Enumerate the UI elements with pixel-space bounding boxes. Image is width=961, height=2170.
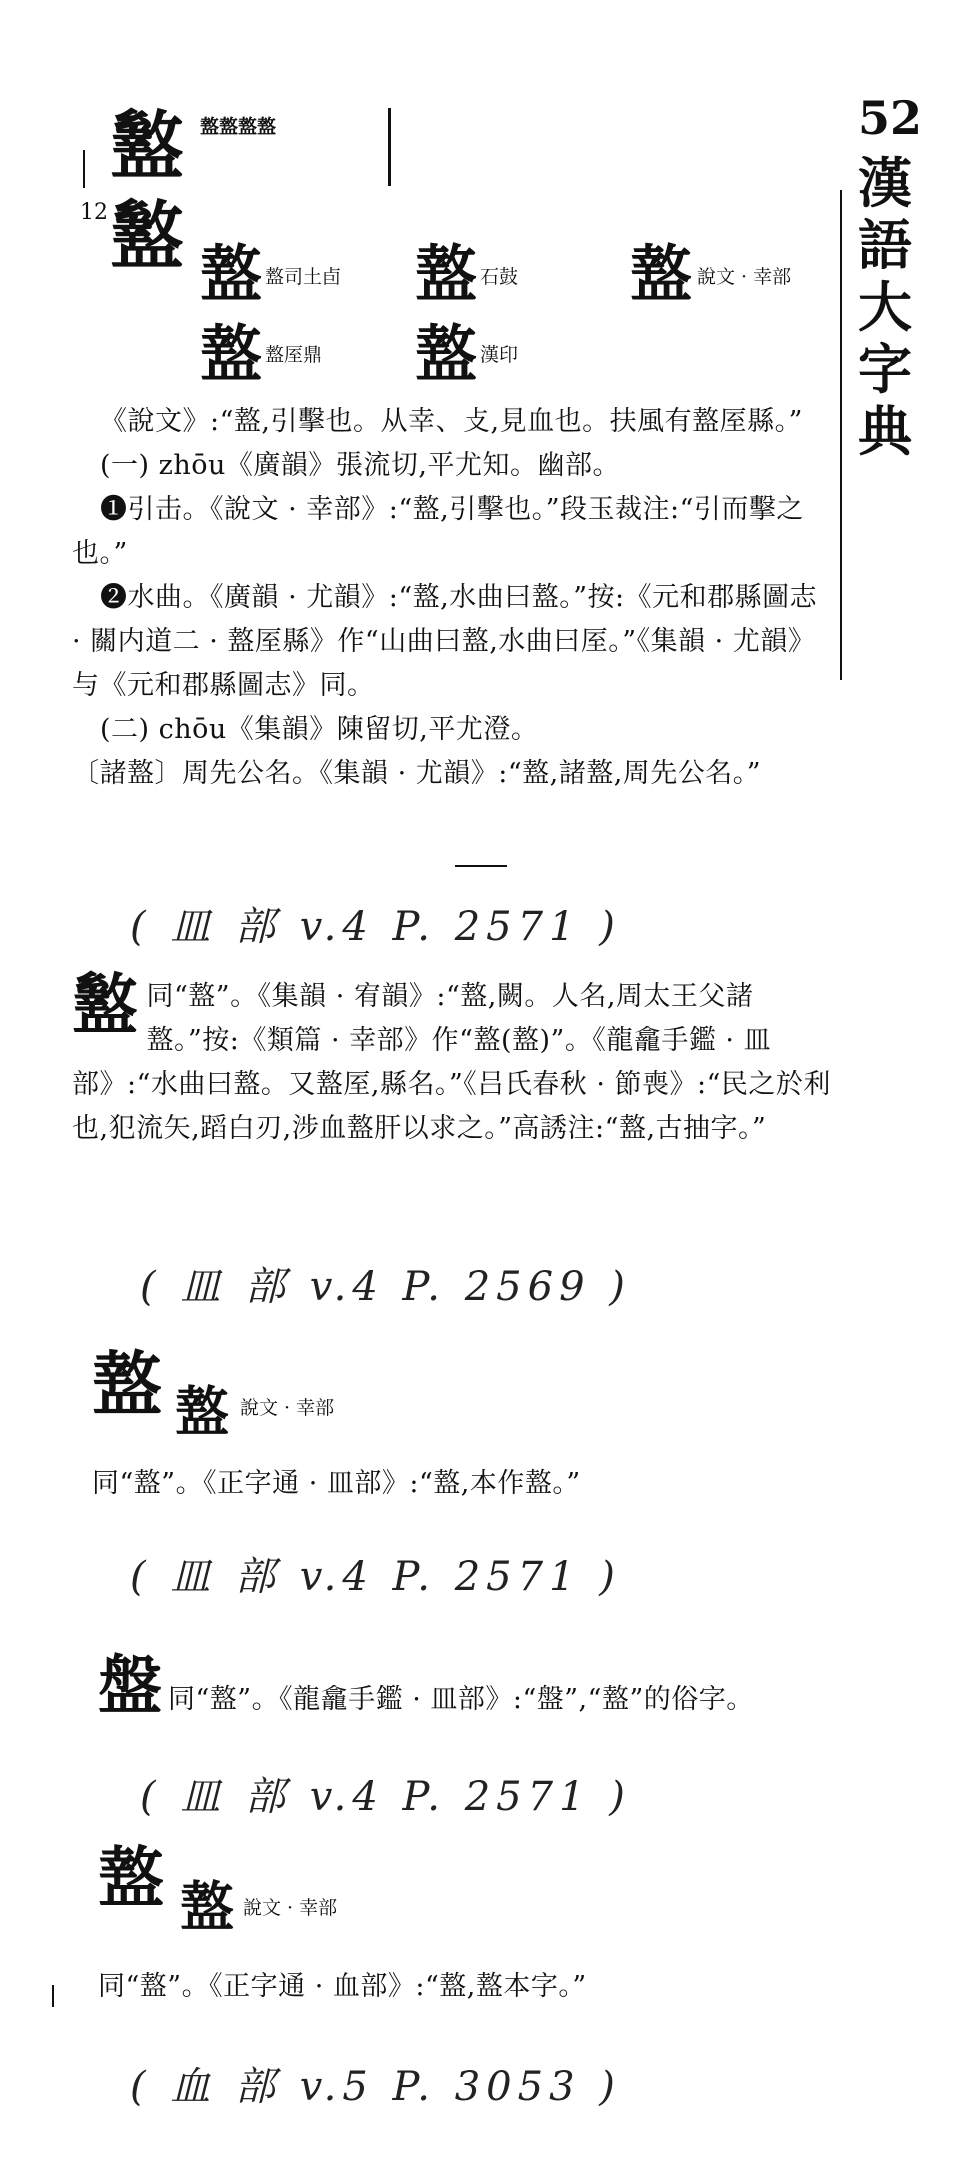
entry4-text: 同“盩”。《龍龕手鑑 · 皿部》:“盤”,“盩”的俗字。 (168, 1684, 754, 1715)
entry4-head-char: 盤 (98, 1649, 162, 1724)
entry5-handwritten-note: ( 血 部 v.5 P. 3053 ) (130, 2064, 621, 2110)
title-char: 典 (858, 399, 912, 463)
entry1-paragraph: ❶引击。《說文 · 幸部》:“盩,引擊也。”段玉裁注:“引而擊之也。” (72, 494, 804, 569)
entry2-block (72, 966, 832, 1151)
seal-form-label: 說文 · 幸部 (697, 266, 792, 288)
seal-form-label: 漢印 (480, 344, 519, 366)
seal-form-glyph: 盩 (415, 238, 478, 311)
entry2-handwritten-note: ( 皿 部 v.4 P. 2569 ) (140, 1264, 631, 1310)
entry-end-rule (455, 865, 507, 867)
title-char: 大 (858, 275, 912, 339)
left-margin-mark (52, 1985, 54, 2007)
entry5-seal-glyph: 盩 (180, 1875, 234, 1939)
entry1-head-char: 盭 (110, 104, 184, 190)
book-title (858, 152, 928, 462)
entry3-head-char: 盩 (92, 1343, 162, 1426)
entry2-head-char: 盭 (72, 966, 139, 1044)
title-char: 漢 (858, 151, 912, 215)
seal-form-glyph: 盩 (200, 238, 263, 311)
seal-form-glyph: 盩 (200, 318, 263, 391)
entry1-paragraph: 《說文》:“盩,引擊也。从幸、攴,見血也。扶風有盩厔縣。” (100, 406, 803, 437)
seal-form-label: 石鼓 (480, 266, 519, 288)
seal-form-label: 盩厔鼎 (265, 344, 323, 366)
seal-form-glyph: 盩 (415, 318, 478, 391)
entry2-text: 同“盩”。《集韻 · 宥韻》:“盩,闕。人名,周太王父諸盩。”按:《類篇 · 幸部》作“盩(盩)”。《龍龕手鑑 · 皿部》:“水曲曰盩。又盩厔,縣名。”《吕氏春秋 · 節喪》:“民之於利也,犯流矢,蹈白刃,涉血盩肝以求之。”高誘注:“盩,古抽字。” (72, 981, 831, 1144)
entry1-head-char-2: 盭 (110, 194, 184, 280)
title-char: 字 (858, 337, 912, 401)
entry1-paragraph: (二) chōu《集韻》陳留切,平尤澄。 (100, 714, 539, 745)
entry5-text: 同“盩”。《正字通 · 血部》:“盩,盩本字。” (98, 1971, 587, 2002)
entry1-paragraph: (一) zhōu《廣韻》張流切,平尤知。幽部。 (100, 450, 620, 481)
page-number: 52 (858, 91, 923, 145)
entry3-text: 同“盩”。《正字通 · 皿部》:“盩,本作盩。” (92, 1468, 581, 1499)
variant-divider (388, 108, 391, 186)
entry1-variants: 盩盩盩盩 (200, 116, 277, 138)
entry3-seal-glyph: 盩 (175, 1380, 229, 1444)
entry4-handwritten-note: ( 皿 部 v.4 P. 2571 ) (140, 1774, 631, 1820)
seal-form-glyph: 盩 (630, 238, 693, 311)
entry1-handwritten-note: ( 皿 部 v.4 P. 2571 ) (130, 904, 621, 950)
entry3-seal-label: 說文 · 幸部 (240, 1397, 335, 1419)
stroke-count: 12 (80, 200, 108, 225)
entry5-head-char: 盩 (98, 1839, 164, 1917)
seal-form-label: 盩司土卣 (265, 266, 342, 288)
entry1-definition (72, 400, 832, 796)
header-divider (840, 190, 842, 680)
left-margin-mark (83, 150, 85, 188)
title-char: 語 (858, 213, 912, 277)
entry1-paragraph: 〔諸盩〕周先公名。《集韻 · 尤韻》:“盩,諸盩,周先公名。” (72, 758, 762, 789)
entry3-handwritten-note: ( 皿 部 v.4 P. 2571 ) (130, 1554, 621, 1600)
entry5-seal-label: 說文 · 幸部 (243, 1897, 338, 1919)
entry1-paragraph: ❷水曲。《廣韻 · 尤韻》:“盩,水曲曰盩。”按:《元和郡縣圖志 · 關内道二 · 盩厔縣》作“山曲曰盩,水曲曰厔。”《集韻 · 尤韻》与《元和郡縣圖志》同。 (72, 582, 818, 701)
